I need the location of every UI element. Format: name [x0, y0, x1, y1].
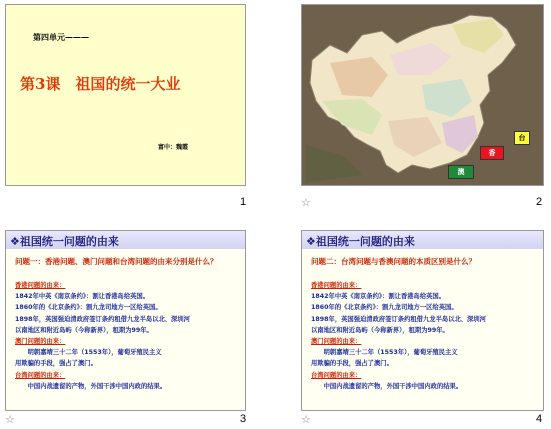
slide-header: ❖祖国统一问题的由来 — [302, 231, 543, 249]
slide-star-icon[interactable]: ☆ — [5, 413, 15, 426]
question-text: 问题一：香港问题、澳门问题和台湾问题的由来分别是什么？ — [15, 257, 218, 266]
slide-thumbnail-2[interactable] — [301, 4, 544, 186]
body-line: 以南地区和附近岛屿（今称新界），租期为99年。 — [15, 326, 153, 334]
slide-thumbnail-1[interactable] — [5, 4, 246, 186]
china-map — [302, 5, 544, 186]
slide-body — [15, 280, 243, 392]
body-line: 用欺骗的手段，强占了澳门。 — [15, 360, 97, 368]
body-line: 用欺骗的手段，强占了澳门。 — [311, 360, 393, 368]
body-line: 1860年的《北京条约》：割九龙司地方一区给英国。 — [15, 304, 162, 312]
slide-number-2: 2 — [536, 196, 543, 208]
body-line: 明朝嘉靖三十二年（1553年），葡萄牙殖民主义 — [311, 349, 458, 357]
author-label: 富中：魏霞 — [158, 144, 189, 151]
slide-number-3: 3 — [240, 413, 247, 425]
slide-thumbnail-3[interactable] — [5, 230, 246, 411]
slide-star-icon[interactable]: ☆ — [301, 196, 311, 209]
section-heading: 澳门问题的由来： — [311, 338, 362, 346]
section-heading: 香港问题的由来： — [311, 282, 362, 289]
body-line: 1898年，英国强迫清政府签订条约租借九龙半岛以北、深圳河 — [311, 315, 486, 323]
taiwan-tag: 台 — [514, 131, 530, 145]
macau-tag: 澳 — [448, 165, 474, 179]
body-line: 1842年中英《南京条约》：割让香港岛给英国。 — [15, 293, 150, 301]
unit-heading: 第四单元——— — [33, 32, 89, 42]
body-line: 以南地区和附近岛屿（今称新界），租期为99年。 — [311, 326, 449, 334]
lesson-title: 第3课 祖国的统一大业 — [20, 75, 181, 93]
body-line: 明朝嘉靖三十二年（1553年），葡萄牙殖民主义 — [15, 349, 162, 357]
slide-thumbnail-4[interactable] — [301, 230, 544, 411]
slide-body — [311, 280, 539, 392]
section-heading: 台湾问题的由来： — [311, 371, 362, 379]
body-line: 1842年中英《南京条约》：割让香港岛给英国。 — [311, 293, 446, 301]
slide-header: ❖祖国统一问题的由来 — [6, 231, 245, 249]
slide-number-1: 1 — [240, 196, 247, 208]
body-line: 中国内战遗留的产物，外国干涉中国内政的结果。 — [311, 382, 463, 390]
body-line: 1898年，英国强迫清政府签订条约租借九龙半岛以北、深圳河 — [15, 315, 190, 323]
slide-star-icon[interactable]: ☆ — [301, 413, 311, 426]
body-line: 中国内战遗留的产物，外国干涉中国内政的结果。 — [15, 382, 167, 390]
question-text: 问题二：台湾问题与香澳问题的本质区别是什么？ — [311, 257, 476, 266]
section-heading: 澳门问题的由来： — [15, 338, 66, 346]
slide-number-4: 4 — [536, 413, 543, 425]
hong-kong-tag: 香 — [480, 146, 504, 160]
section-heading: 台湾问题的由来： — [15, 371, 66, 379]
section-heading: 香港问题的由来： — [15, 282, 66, 289]
body-line: 1860年的《北京条约》：割九龙司地方一区给英国。 — [311, 304, 458, 312]
